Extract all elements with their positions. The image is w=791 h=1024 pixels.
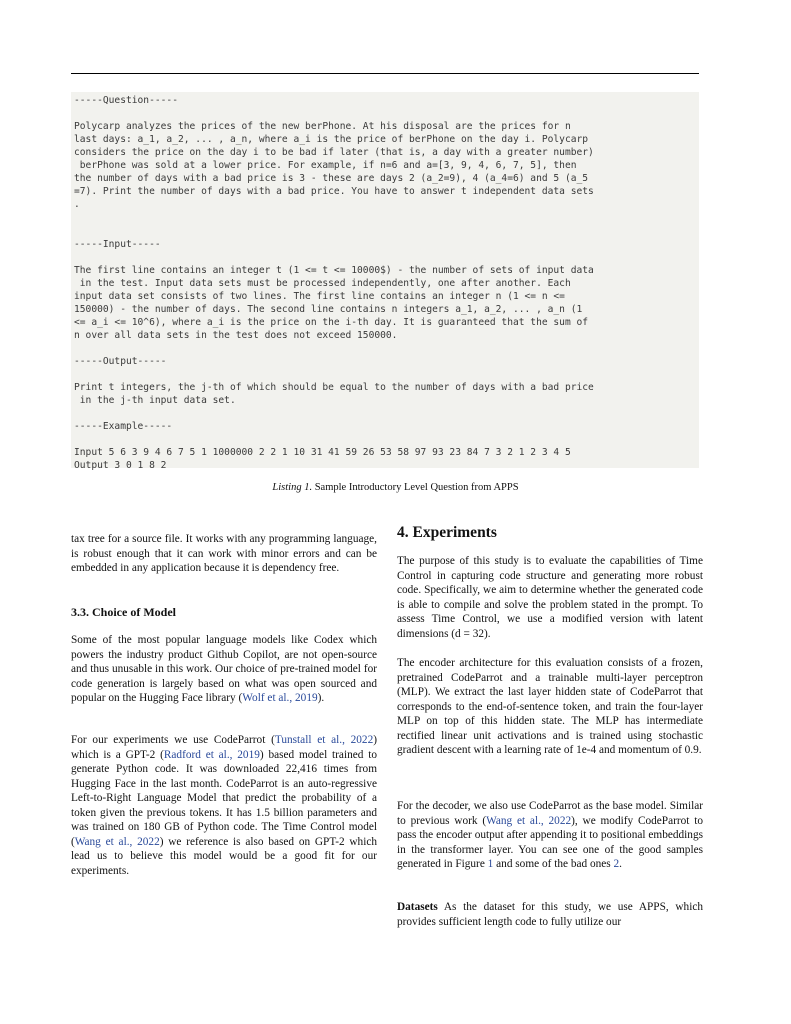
listing-line: .: [74, 199, 80, 211]
listing-line: 150000) - the number of days. The second line contains n integers a_1, a_2, ... , a_n (1: [74, 303, 583, 315]
left-paragraph-1: tax tree for a source file. It works with any programming language, is robust enough that it can work with minor errors and can be embedded in any application because it is dependency free.: [71, 533, 377, 574]
listing-line: -----Input-----: [74, 238, 161, 250]
datasets-paragraph: [397, 900, 703, 929]
listing-line: in the test. Input data sets must be processed independently, one after another. Each: [74, 277, 571, 289]
listing-line: Print t integers, the j-th of which should be equal to the number of days with a bad price: [74, 382, 594, 394]
right-paragraph-3: [397, 799, 703, 872]
listing-line: Polycarp analyzes the prices of the new berPhone. At his disposal are the prices for n: [74, 121, 571, 133]
right-p3-text-b: ), we modify CodeParrot to pass the encoder output after appending it to positional embeddings in the transformer layer. You can see one of the good samples generated in Figure: [397, 814, 703, 870]
caption-label: Listing 1.: [272, 482, 313, 493]
section-heading-choice-of-model: 3.3. Choice of Model: [71, 605, 176, 619]
listing-line: -----Example-----: [74, 421, 173, 433]
listing-line: considers the price on the day i to be bad if later (that is, a day with a greater number): [74, 147, 594, 159]
listing-line: Input 5 6 3 9 4 6 7 5 1 1000000 2 2 1 10 31 41 59 26 53 58 97 93 23 84 7 3 2 1 2 3 4 5: [74, 447, 571, 459]
listing-line: berPhone was sold at a lower price. For example, if n=6 and a=[3, 9, 4, 6, 7, 5], then: [74, 160, 577, 172]
left-p3-text-a: For our experiments we use CodeParrot (: [71, 734, 275, 746]
left-p3-text-b: ) which is a GPT-2 (: [71, 734, 377, 761]
right-p3-text-c: and some of the bad ones: [493, 858, 614, 870]
caption-text: Sample Introductory Level Question from APPS: [312, 482, 519, 493]
left-p2-text-b: ).: [317, 692, 325, 704]
left-p3-text-d: ) we reference is also based on GPT-2 which lead us to believe this model would be a good fit for our experiments.: [71, 835, 377, 877]
datasets-label: Datasets: [397, 901, 438, 913]
left-paragraph-3: [71, 733, 377, 878]
listing-line: The first line contains an integer t (1 <= t <= 10000$) - the number of sets of input data: [74, 264, 594, 276]
section-heading-experiments: 4. Experiments: [397, 524, 497, 541]
citation-tunstall[interactable]: Tunstall et al., 2022: [274, 734, 374, 746]
figure-ref-1[interactable]: 1: [487, 858, 494, 870]
left-paragraph-2: [71, 633, 377, 706]
citation-wang[interactable]: Wang et al., 2022: [74, 835, 160, 848]
citation-wolf[interactable]: Wolf et al., 2019: [242, 692, 318, 704]
left-p2-text-a: Some of the most popular language models like Codex which powers the industry product Github Copilot, are not open-source and thus unusable in this work. Our choice of pre-trained model for code generation is largely based on what was open sourced and popular on the Hugging Face library (: [71, 634, 377, 704]
listing-line: the number of days with a bad price is 3 - these are days 2 (a_2=9), 4 (a_4=6) and 5 (a_5: [74, 173, 589, 185]
listing-line: =7). Print the number of days with a bad price. You have to answer t independent data sets: [74, 186, 594, 198]
left-p3-text-c: ) based model trained to generate Python code. It was downloaded 22,416 times from Hugging Face in the last month. CodeParrot is an auto-regressive Left-to-Right Language Model that predict the probability of a token given the previous tokens. It has 1.5 billion parameters and was trained on 180 GB of Python code. The Time Control model (: [71, 748, 377, 848]
listing-line: input data set consists of two lines. The first line contains an integer n (1 <= n <=: [74, 290, 565, 302]
citation-wang-right[interactable]: Wang et al., 2022: [486, 814, 572, 827]
citation-radford[interactable]: Radford et al., 2019: [163, 748, 260, 761]
listing-line: -----Output-----: [74, 356, 167, 367]
listing-line: <= a_i <= 10^6), where a_i is the price on the i-th day. It is guaranteed that the sum of: [74, 316, 589, 328]
figure-ref-2[interactable]: 2: [613, 858, 620, 870]
listing-line: last days: a_1, a_2, ... , a_n, where a_i is the price of berPhone on the day i. Polycarp: [74, 134, 589, 146]
right-p3-text-d: .: [619, 858, 622, 870]
listing-line: Output 3 0 1 8 2: [74, 460, 167, 472]
datasets-text: As the dataset for this study, we use APPS, which provides sufficient length code to fully utilize our: [397, 901, 703, 928]
header-rule: [71, 73, 699, 74]
right-p3-text-a: For the decoder, we also use CodeParrot as the base model. Similar to previous work (: [397, 800, 703, 827]
listing-line: -----Question-----: [74, 95, 178, 106]
listing-line: in the j-th input data set.: [74, 395, 236, 407]
right-paragraph-2: The encoder architecture for this evaluation consists of a frozen, pretrained CodeParrot and a trainable multi-layer perceptron (MLP). We extract the last layer hidden state of CodeParrot that corresponds to the end-of-sentence token, and train the four-layer MLP on top of this hidden state. The MLP has intermediate rectified linear unit activations and is trained using stochastic gradient descent with a learning rate of 1e-4 and momentum of 0.9.: [397, 657, 703, 756]
right-paragraph-1: The purpose of this study is to evaluate the capabilities of Time Control in capturing code structure and generating more robust code. Specifically, we aim to determine whether the generated code is able to compile and solve the problem stated in the prompt. To assess Time Control, we use a modified version with latent dimensions (d = 32).: [397, 555, 703, 640]
code-listing: [71, 92, 699, 472]
listing-line: n over all data sets in the test does not exceed 150000.: [74, 329, 398, 341]
listing-caption: [0, 482, 791, 493]
